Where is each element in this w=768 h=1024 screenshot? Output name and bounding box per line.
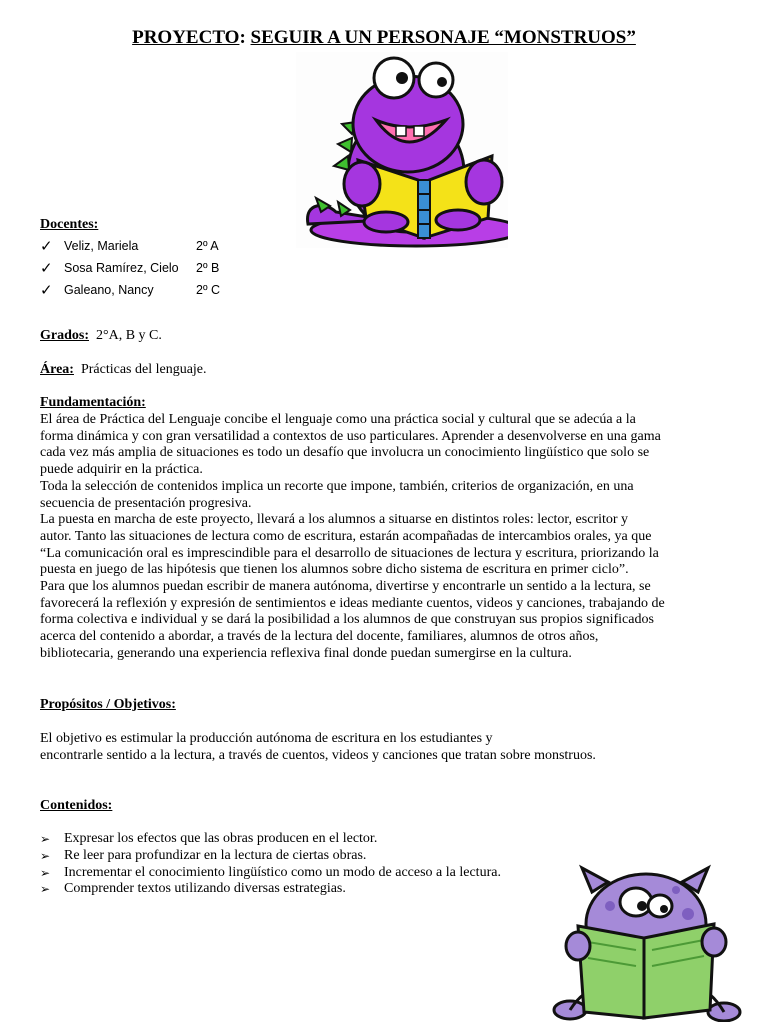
area-value: Prácticas del lenguaje. (80, 362, 207, 377)
paragraph-line: bibliotecaria, generando una experiencia reflexiva final donde puedan sumergirse en la cultura. (40, 645, 572, 661)
paragraph-line: El área de Práctica del Lenguaje concibe el lenguaje como una práctica social y cultural que se adecúa a la (40, 412, 636, 427)
paragraph-line: forma dinámica y con gran versatilidad a contextos de uso particulares. Aprender a desenvolverse en una gama (40, 428, 661, 444)
docente-name: Galeano, Nancy (64, 283, 154, 297)
paragraph-line: forma colectiva e individual y se dará la posibilidad a los alumnos de que construyan sus propios significados (40, 612, 654, 628)
check-icon: ✓ (40, 281, 53, 299)
arrow-bullet-icon: ➢ (40, 882, 51, 897)
docente-grade: 2º C (196, 283, 221, 297)
fundamentacion-body (40, 412, 740, 663)
grados-line (40, 328, 162, 345)
area-label: Área: (40, 362, 74, 377)
docente-grade: 2º A (196, 239, 219, 253)
purple-monster-reading-illustration (296, 52, 508, 248)
fundamentacion-heading: Fundamentación: (40, 395, 146, 410)
title-separator: : (239, 27, 251, 48)
list-item (40, 848, 560, 865)
title-main: SEGUIR A UN PERSONAJE “MONSTRUOS” (250, 27, 636, 48)
docente-row (40, 236, 219, 256)
paragraph-line: “La comunicación oral es imprescindible para el desarrollo de situaciones de lectura y escritura, priorizando la (40, 545, 659, 561)
grados-label: Grados: (40, 328, 89, 343)
arrow-bullet-icon: ➢ (40, 865, 51, 880)
docente-name: Veliz, Mariela (64, 239, 139, 253)
list-item (40, 831, 560, 848)
paragraph-line: encontrarle sentido a la lectura, a través de cuentos, videos y canciones que tratan sobre monstruos. (40, 747, 596, 763)
propositos-heading: Propósitos / Objetivos: (40, 697, 176, 712)
check-icon: ✓ (40, 259, 53, 277)
list-item-text: Incrementar el conocimiento lingüístico como un modo de acceso a la lectura. (64, 864, 501, 880)
paragraph-line: cada vez más amplia de situaciones es todo un desafío que involucra un conocimiento lingüístico que solo se (40, 445, 650, 461)
paragraph-line: puede adquirir en la práctica. (40, 462, 203, 478)
docente-row (40, 280, 220, 300)
arrow-bullet-icon: ➢ (40, 832, 51, 846)
paragraph-line: Para que los alumnos puedan escribir de manera autónoma, divertirse y encontrarle un sentido a la lectura, se (40, 579, 651, 595)
area-line (40, 362, 207, 379)
lilac-monster-reading-illustration (548, 862, 744, 1022)
docentes-heading: Docentes: (40, 217, 99, 232)
paragraph-line: secuencia de presentación progresiva. (40, 495, 252, 511)
docente-row (40, 258, 219, 278)
list-item-text: Expresar los efectos que las obras producen en el lector. (64, 831, 378, 846)
list-item-text: Re leer para profundizar en la lectura de ciertas obras. (64, 847, 367, 863)
list-item (40, 881, 560, 898)
list-item-text: Comprender textos utilizando diversas estrategias. (64, 881, 346, 897)
paragraph-line: puesta en juego de las hipótesis que tienen los alumnos sobre dicho sistema de escritura en primer ciclo”. (40, 562, 629, 578)
paragraph-line: La puesta en marcha de este proyecto, llevará a los alumnos a situarse en distintos roles: lector, escritor y (40, 512, 629, 528)
contenidos-list (40, 831, 560, 898)
paragraph-line: acerca del contenido a abordar, a través de la lectura del docente, familiares, alumnos de otros años, (40, 629, 599, 645)
docente-name: Sosa Ramírez, Cielo (64, 261, 179, 275)
paragraph-line: autor. Tanto las situaciones de lectura como de escritura, estarán acompañadas de intercambios orales, ya que (40, 528, 652, 544)
paragraph-line: El objetivo es estimular la producción autónoma de escritura en los estudiantes y (40, 731, 493, 746)
contenidos-heading: Contenidos: (40, 798, 113, 813)
paragraph-line: favorecerá la reflexión y expresión de sentimientos e ideas mediante cuentos, videos y canciones, trabajando de (40, 595, 665, 611)
paragraph-line: Toda la selección de contenidos implica un recorte que impone, también, criterios de organización, en una (40, 478, 634, 494)
grados-value: 2°A, B y C. (96, 328, 162, 343)
list-item (40, 865, 560, 882)
title-prefix: PROYECTO (132, 27, 240, 48)
docente-grade: 2º B (196, 261, 220, 275)
arrow-bullet-icon: ➢ (40, 848, 51, 863)
check-icon: ✓ (40, 237, 53, 255)
page-title (0, 27, 768, 49)
propositos-body (40, 731, 740, 764)
